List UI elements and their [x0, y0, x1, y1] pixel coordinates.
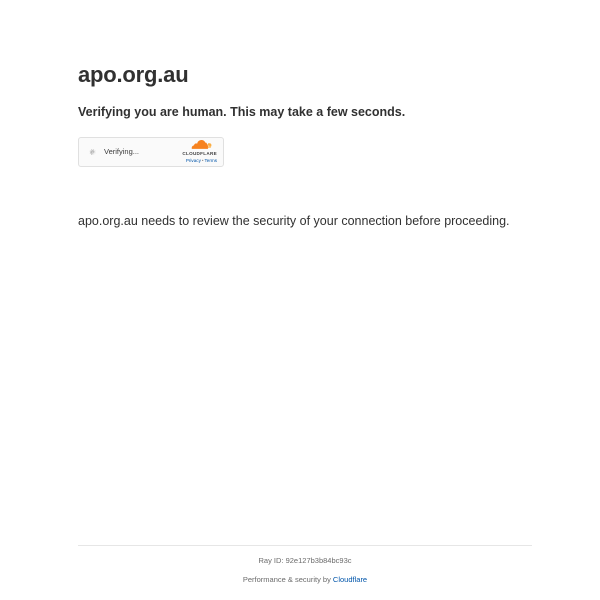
ray-id-line [78, 556, 532, 565]
performance-line [78, 575, 532, 584]
challenge-content [0, 0, 600, 230]
cloudflare-link[interactable]: Cloudflare [332, 575, 368, 584]
ray-id-value: 92e127b3b84bc93c [285, 556, 352, 565]
turnstile-widget[interactable] [78, 137, 224, 167]
performance-text: Performance & security by [242, 575, 331, 584]
cloudflare-branding [182, 140, 217, 164]
turnstile-status-text: Verifying... [104, 147, 140, 157]
cloudflare-logo [182, 140, 217, 157]
page-title: apo.org.au [78, 62, 189, 87]
ray-id-label: Ray ID: [258, 556, 284, 565]
cloud-icon [186, 140, 214, 151]
turnstile-links [186, 158, 217, 163]
verification-subtitle: Verifying you are human. This may take a few seconds. [78, 105, 406, 120]
page-footer [78, 545, 532, 600]
loading-spinner-icon [85, 145, 98, 158]
security-review-notice: apo.org.au needs to review the security of your connection before proceeding. [78, 213, 510, 228]
privacy-link[interactable]: Privacy [185, 158, 201, 164]
links-separator: • [201, 158, 204, 164]
cloudflare-wordmark: CLOUDFLARE [182, 150, 217, 156]
terms-link[interactable]: Terms [204, 158, 217, 164]
